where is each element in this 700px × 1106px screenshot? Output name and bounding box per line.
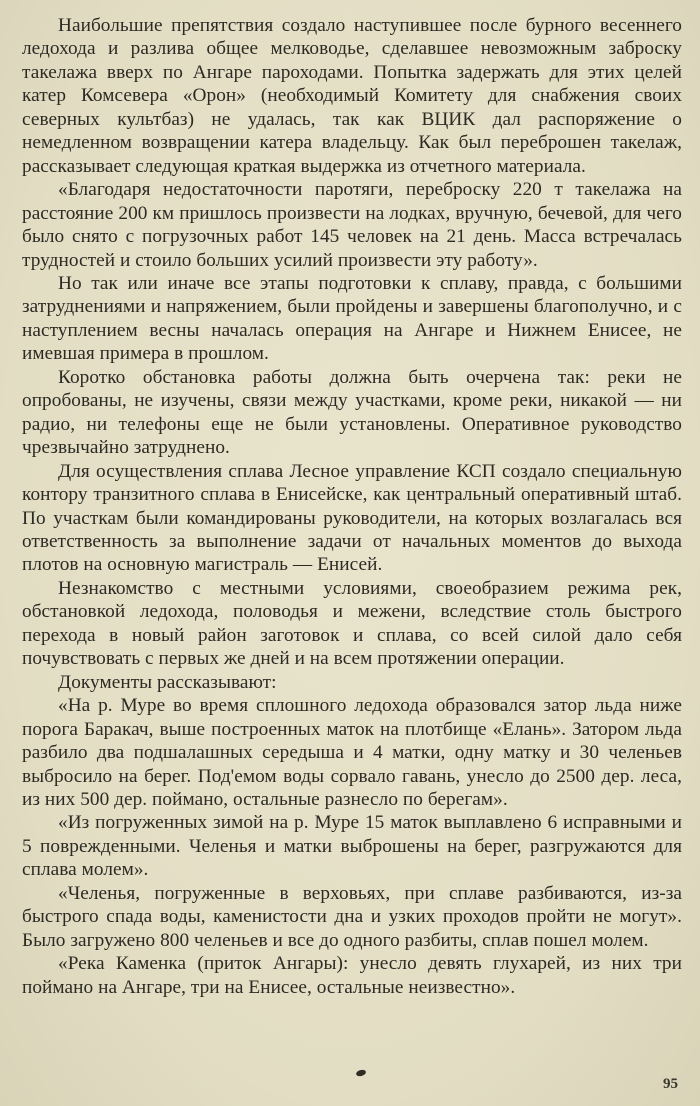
paragraph: Но так или иначе все этапы подготовки к сплаву, правда, с большими затруднениями и напряжением, были пройдены и завершены благополучно, и с наступлением весны началась операция на Ангаре и Нижнем Енисее, не имевшая примера в прошлом.: [22, 272, 682, 365]
paragraph: «Благодаря недостаточности паротяги, переброску 220 т такелажа на расстояние 200 км пришлось произвести на лодках, вручную, бечевой, для чего было снято с погрузочных работ 145 человек на 21 день. Масса встречалась трудностей и стоило больших усилий произвести эту работу».: [22, 179, 682, 271]
paragraph: Коротко обстановка работы должна быть очерчена так: реки не опробованы, не изучены, связи между участками, кроме реки, никакой — ни радио, ни телефоны еще не были установлены. Оперативное руководство чрезвычайно затруднено.: [22, 366, 682, 459]
page-number: 95: [663, 1076, 678, 1092]
paragraph: «Из погруженных зимой на р. Муре 15 маток выплавлено 6 исправными и 5 поврежденными. Челенья и матки выброшены на берег, разгружаются для сплава молем».: [22, 812, 682, 881]
ink-blot: [355, 1069, 366, 1077]
paragraph: «Река Каменка (приток Ангары): унесло девять глухарей, из них три поймано на Ангаре, три на Енисее, остальные неизвестно».: [22, 953, 682, 998]
paragraph: Для осуществления сплава Лесное управление КСП создало специальную контору транзитного сплава в Енисейске, как центральный оперативный штаб. По участкам были командированы руководители, на которых возлагалась вся ответственность за выполнение задачи от начальных моментов до выхода плотов на основную магистраль — Енисей.: [22, 460, 682, 576]
paragraph: Наибольшие препятствия создало наступившее после бурного весеннего ледохода и разлива общее мелководье, сделавшее невозможным заброску такелажа вверх по Ангаре пароходами. Попытка задержать для этих целей катер Комсевера «Орон» (необходимый Комитету для снабжения своих северных культбаз) не удалась, так как ВЦИК дал распоряжение о немедленном возвращении катера владельцу. Как был переброшен такелаж, рассказывает следующая краткая выдержка из отчетного материала.: [22, 15, 682, 177]
paragraph: «На р. Муре во время сплошного ледохода образовался затор льда ниже порога Баракач, выше построенных маток на плотбище «Елань». Затором льда разбило два подшалашных середыша и 4 матки, одну матку и 30 челеньев выбросило на берег. Под'емом воды сорвало гавань, унесло до 2500 дер. леса, из них 500 дер. поймано, остальные разнесло по берегам».: [22, 695, 682, 810]
paragraph: «Челенья, погруженные в верховьях, при сплаве разбиваются, из-за быстрого спада воды, каменистости дна и узких проходов пройти не могут». Было загружено 800 челеньев и все до одного разбиты, сплав пошел молем.: [22, 882, 682, 951]
body-text: [22, 14, 682, 999]
paragraph: Незнакомство с местными условиями, своеобразием режима рек, обстановкой ледохода, половодья и межени, вследствие столь быстрого перехода в новый район заготовок и сплава, со всей силой дало себя почувствовать с первых же дней и на всем протяжении операции.: [22, 577, 682, 670]
paragraph: Документы рассказывают:: [58, 671, 277, 693]
